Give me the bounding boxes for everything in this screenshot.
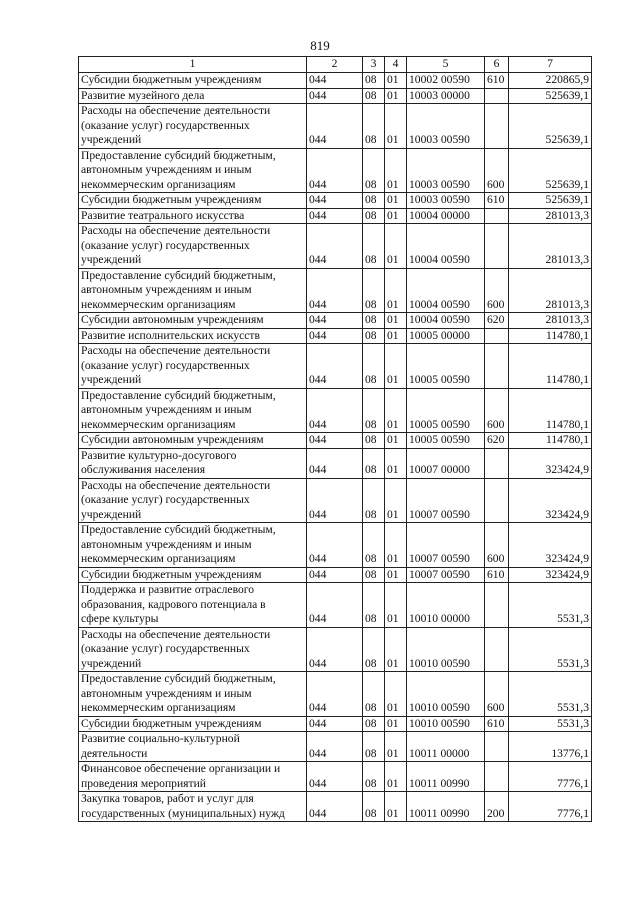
header-cell-5: 5 bbox=[407, 57, 485, 73]
table-row bbox=[79, 672, 592, 717]
table-row bbox=[79, 523, 592, 568]
row-section-cell: 08 bbox=[363, 344, 385, 389]
row-section-cell: 08 bbox=[363, 672, 385, 717]
row-section-cell: 08 bbox=[363, 328, 385, 344]
row-section-cell: 08 bbox=[363, 388, 385, 433]
row-name-cell: Расходы на обеспечение деятельности (оказание услуг) государственных учреждений bbox=[79, 224, 307, 269]
row-amount-cell: 525639,1 bbox=[509, 88, 592, 104]
row-target-cell: 10010 00590 bbox=[407, 627, 485, 672]
row-code-cell: 044 bbox=[307, 523, 363, 568]
row-expense-type-cell: 610 bbox=[485, 567, 509, 583]
table-row bbox=[79, 448, 592, 478]
row-expense-type-cell bbox=[485, 328, 509, 344]
row-expense-type-cell bbox=[485, 88, 509, 104]
row-target-cell: 10002 00590 bbox=[407, 73, 485, 89]
table-row bbox=[79, 104, 592, 149]
table-row bbox=[79, 148, 592, 193]
row-amount-cell: 5531,3 bbox=[509, 716, 592, 732]
row-section-cell: 08 bbox=[363, 208, 385, 224]
row-subsection-cell: 01 bbox=[385, 567, 407, 583]
row-amount-cell: 5531,3 bbox=[509, 627, 592, 672]
row-section-cell: 08 bbox=[363, 88, 385, 104]
row-name-cell: Развитие социально-культурной деятельности bbox=[79, 732, 307, 762]
row-code-cell: 044 bbox=[307, 792, 363, 822]
row-amount-cell: 114780,1 bbox=[509, 344, 592, 389]
row-target-cell: 10005 00590 bbox=[407, 433, 485, 449]
row-code-cell: 044 bbox=[307, 762, 363, 792]
row-expense-type-cell bbox=[485, 224, 509, 269]
row-target-cell: 10004 00590 bbox=[407, 313, 485, 329]
row-target-cell: 10005 00590 bbox=[407, 344, 485, 389]
row-expense-type-cell: 620 bbox=[485, 313, 509, 329]
row-target-cell: 10004 00590 bbox=[407, 268, 485, 313]
row-target-cell: 10010 00590 bbox=[407, 716, 485, 732]
row-name-cell: Развитие театрального искусства bbox=[79, 208, 307, 224]
row-section-cell: 08 bbox=[363, 268, 385, 313]
row-subsection-cell: 01 bbox=[385, 433, 407, 449]
row-name-cell: Закупка товаров, работ и услуг для государственных (муниципальных) нужд bbox=[79, 792, 307, 822]
row-subsection-cell: 01 bbox=[385, 344, 407, 389]
row-expense-type-cell: 620 bbox=[485, 433, 509, 449]
row-target-cell: 10003 00590 bbox=[407, 193, 485, 209]
row-code-cell: 044 bbox=[307, 478, 363, 523]
row-subsection-cell: 01 bbox=[385, 208, 407, 224]
row-target-cell: 10007 00590 bbox=[407, 567, 485, 583]
row-code-cell: 044 bbox=[307, 567, 363, 583]
table-header-row bbox=[79, 57, 592, 73]
row-amount-cell: 5531,3 bbox=[509, 583, 592, 628]
row-target-cell: 10007 00590 bbox=[407, 523, 485, 568]
row-subsection-cell: 01 bbox=[385, 732, 407, 762]
table-row bbox=[79, 388, 592, 433]
row-section-cell: 08 bbox=[363, 523, 385, 568]
row-code-cell: 044 bbox=[307, 328, 363, 344]
row-name-cell: Субсидии бюджетным учреждениям bbox=[79, 716, 307, 732]
row-section-cell: 08 bbox=[363, 148, 385, 193]
row-section-cell: 08 bbox=[363, 583, 385, 628]
row-expense-type-cell bbox=[485, 762, 509, 792]
row-name-cell: Субсидии бюджетным учреждениям bbox=[79, 567, 307, 583]
row-code-cell: 044 bbox=[307, 388, 363, 433]
row-name-cell: Предоставление субсидий бюджетным, автономным учреждениям и иным некоммерческим организациям bbox=[79, 523, 307, 568]
row-expense-type-cell: 610 bbox=[485, 73, 509, 89]
row-expense-type-cell bbox=[485, 208, 509, 224]
table-row bbox=[79, 208, 592, 224]
row-section-cell: 08 bbox=[363, 73, 385, 89]
row-expense-type-cell bbox=[485, 627, 509, 672]
table-row bbox=[79, 583, 592, 628]
row-name-cell: Расходы на обеспечение деятельности (оказание услуг) государственных учреждений bbox=[79, 104, 307, 149]
row-section-cell: 08 bbox=[363, 224, 385, 269]
row-section-cell: 08 bbox=[363, 567, 385, 583]
row-code-cell: 044 bbox=[307, 104, 363, 149]
row-target-cell: 10007 00590 bbox=[407, 478, 485, 523]
row-code-cell: 044 bbox=[307, 672, 363, 717]
row-code-cell: 044 bbox=[307, 627, 363, 672]
row-target-cell: 10004 00590 bbox=[407, 224, 485, 269]
row-section-cell: 08 bbox=[363, 478, 385, 523]
row-target-cell: 10010 00590 bbox=[407, 672, 485, 717]
row-code-cell: 044 bbox=[307, 193, 363, 209]
row-expense-type-cell bbox=[485, 732, 509, 762]
row-expense-type-cell: 610 bbox=[485, 193, 509, 209]
row-target-cell: 10011 00990 bbox=[407, 792, 485, 822]
row-amount-cell: 323424,9 bbox=[509, 478, 592, 523]
row-code-cell: 044 bbox=[307, 88, 363, 104]
row-amount-cell: 281013,3 bbox=[509, 268, 592, 313]
row-name-cell: Финансовое обеспечение организации и проведения мероприятий bbox=[79, 762, 307, 792]
table-row bbox=[79, 328, 592, 344]
row-expense-type-cell: 600 bbox=[485, 523, 509, 568]
table-row bbox=[79, 433, 592, 449]
row-name-cell: Развитие культурно-досугового обслуживания населения bbox=[79, 448, 307, 478]
row-section-cell: 08 bbox=[363, 792, 385, 822]
row-subsection-cell: 01 bbox=[385, 328, 407, 344]
row-section-cell: 08 bbox=[363, 433, 385, 449]
row-section-cell: 08 bbox=[363, 104, 385, 149]
row-name-cell: Предоставление субсидий бюджетным, автономным учреждениям и иным некоммерческим организациям bbox=[79, 672, 307, 717]
row-amount-cell: 13776,1 bbox=[509, 732, 592, 762]
row-name-cell: Расходы на обеспечение деятельности (оказание услуг) государственных учреждений bbox=[79, 627, 307, 672]
row-code-cell: 044 bbox=[307, 268, 363, 313]
row-section-cell: 08 bbox=[363, 627, 385, 672]
row-target-cell: 10011 00000 bbox=[407, 732, 485, 762]
row-target-cell: 10004 00000 bbox=[407, 208, 485, 224]
row-section-cell: 08 bbox=[363, 762, 385, 792]
row-expense-type-cell: 610 bbox=[485, 716, 509, 732]
row-code-cell: 044 bbox=[307, 433, 363, 449]
row-amount-cell: 114780,1 bbox=[509, 433, 592, 449]
row-subsection-cell: 01 bbox=[385, 88, 407, 104]
table-row bbox=[79, 344, 592, 389]
row-amount-cell: 5531,3 bbox=[509, 672, 592, 717]
row-amount-cell: 525639,1 bbox=[509, 193, 592, 209]
row-subsection-cell: 01 bbox=[385, 716, 407, 732]
row-code-cell: 044 bbox=[307, 448, 363, 478]
table-row bbox=[79, 792, 592, 822]
row-code-cell: 044 bbox=[307, 73, 363, 89]
row-subsection-cell: 01 bbox=[385, 792, 407, 822]
row-subsection-cell: 01 bbox=[385, 388, 407, 433]
row-target-cell: 10005 00000 bbox=[407, 328, 485, 344]
row-amount-cell: 114780,1 bbox=[509, 328, 592, 344]
row-amount-cell: 7776,1 bbox=[509, 792, 592, 822]
row-expense-type-cell: 600 bbox=[485, 672, 509, 717]
row-target-cell: 10003 00590 bbox=[407, 104, 485, 149]
row-name-cell: Расходы на обеспечение деятельности (оказание услуг) государственных учреждений bbox=[79, 478, 307, 523]
table-row bbox=[79, 732, 592, 762]
row-name-cell: Субсидии автономным учреждениям bbox=[79, 313, 307, 329]
header-cell-7: 7 bbox=[509, 57, 592, 73]
table-row bbox=[79, 716, 592, 732]
row-name-cell: Развитие музейного дела bbox=[79, 88, 307, 104]
row-code-cell: 044 bbox=[307, 732, 363, 762]
row-amount-cell: 323424,9 bbox=[509, 567, 592, 583]
row-name-cell: Предоставление субсидий бюджетным, автономным учреждениям и иным некоммерческим организациям bbox=[79, 268, 307, 313]
header-cell-1: 1 bbox=[79, 57, 307, 73]
row-target-cell: 10007 00000 bbox=[407, 448, 485, 478]
row-amount-cell: 220865,9 bbox=[509, 73, 592, 89]
row-section-cell: 08 bbox=[363, 732, 385, 762]
row-code-cell: 044 bbox=[307, 224, 363, 269]
row-subsection-cell: 01 bbox=[385, 583, 407, 628]
row-target-cell: 10003 00000 bbox=[407, 88, 485, 104]
row-subsection-cell: 01 bbox=[385, 762, 407, 792]
row-section-cell: 08 bbox=[363, 448, 385, 478]
row-target-cell: 10010 00000 bbox=[407, 583, 485, 628]
row-expense-type-cell: 600 bbox=[485, 388, 509, 433]
row-expense-type-cell: 600 bbox=[485, 148, 509, 193]
table-row bbox=[79, 88, 592, 104]
row-subsection-cell: 01 bbox=[385, 104, 407, 149]
row-target-cell: 10011 00990 bbox=[407, 762, 485, 792]
row-section-cell: 08 bbox=[363, 716, 385, 732]
row-code-cell: 044 bbox=[307, 208, 363, 224]
row-code-cell: 044 bbox=[307, 313, 363, 329]
row-section-cell: 08 bbox=[363, 313, 385, 329]
row-name-cell: Поддержка и развитие отраслевого образования, кадрового потенциала в сфере культуры bbox=[79, 583, 307, 628]
row-expense-type-cell bbox=[485, 448, 509, 478]
row-amount-cell: 281013,3 bbox=[509, 313, 592, 329]
row-target-cell: 10005 00590 bbox=[407, 388, 485, 433]
table-row bbox=[79, 73, 592, 89]
row-subsection-cell: 01 bbox=[385, 478, 407, 523]
row-subsection-cell: 01 bbox=[385, 193, 407, 209]
header-cell-2: 2 bbox=[307, 57, 363, 73]
row-expense-type-cell: 600 bbox=[485, 268, 509, 313]
table-row bbox=[79, 193, 592, 209]
header-cell-6: 6 bbox=[485, 57, 509, 73]
row-amount-cell: 323424,9 bbox=[509, 448, 592, 478]
row-amount-cell: 281013,3 bbox=[509, 208, 592, 224]
row-subsection-cell: 01 bbox=[385, 523, 407, 568]
row-subsection-cell: 01 bbox=[385, 73, 407, 89]
row-subsection-cell: 01 bbox=[385, 224, 407, 269]
table-row bbox=[79, 224, 592, 269]
page-number: 819 bbox=[310, 38, 330, 53]
table-row bbox=[79, 313, 592, 329]
row-subsection-cell: 01 bbox=[385, 148, 407, 193]
table-row bbox=[79, 627, 592, 672]
table-row bbox=[79, 268, 592, 313]
row-name-cell: Предоставление субсидий бюджетным, автономным учреждениям и иным некоммерческим организациям bbox=[79, 148, 307, 193]
table-row bbox=[79, 478, 592, 523]
row-expense-type-cell bbox=[485, 104, 509, 149]
table-row bbox=[79, 762, 592, 792]
row-target-cell: 10003 00590 bbox=[407, 148, 485, 193]
row-code-cell: 044 bbox=[307, 344, 363, 389]
row-amount-cell: 7776,1 bbox=[509, 762, 592, 792]
row-expense-type-cell: 200 bbox=[485, 792, 509, 822]
row-code-cell: 044 bbox=[307, 148, 363, 193]
row-section-cell: 08 bbox=[363, 193, 385, 209]
row-name-cell: Субсидии бюджетным учреждениям bbox=[79, 193, 307, 209]
row-subsection-cell: 01 bbox=[385, 672, 407, 717]
row-expense-type-cell bbox=[485, 478, 509, 523]
header-cell-4: 4 bbox=[385, 57, 407, 73]
row-name-cell: Предоставление субсидий бюджетным, автономным учреждениям и иным некоммерческим организациям bbox=[79, 388, 307, 433]
budget-table bbox=[78, 56, 592, 822]
table-row bbox=[79, 567, 592, 583]
row-amount-cell: 281013,3 bbox=[509, 224, 592, 269]
table-body bbox=[79, 57, 592, 822]
row-amount-cell: 323424,9 bbox=[509, 523, 592, 568]
row-subsection-cell: 01 bbox=[385, 627, 407, 672]
row-expense-type-cell bbox=[485, 344, 509, 389]
row-amount-cell: 525639,1 bbox=[509, 148, 592, 193]
row-amount-cell: 114780,1 bbox=[509, 388, 592, 433]
row-expense-type-cell bbox=[485, 583, 509, 628]
row-subsection-cell: 01 bbox=[385, 448, 407, 478]
row-name-cell: Субсидии бюджетным учреждениям bbox=[79, 73, 307, 89]
row-code-cell: 044 bbox=[307, 716, 363, 732]
row-name-cell: Развитие исполнительских искусств bbox=[79, 328, 307, 344]
row-subsection-cell: 01 bbox=[385, 268, 407, 313]
header-cell-3: 3 bbox=[363, 57, 385, 73]
row-name-cell: Расходы на обеспечение деятельности (оказание услуг) государственных учреждений bbox=[79, 344, 307, 389]
row-amount-cell: 525639,1 bbox=[509, 104, 592, 149]
row-code-cell: 044 bbox=[307, 583, 363, 628]
row-subsection-cell: 01 bbox=[385, 313, 407, 329]
row-name-cell: Субсидии автономным учреждениям bbox=[79, 433, 307, 449]
